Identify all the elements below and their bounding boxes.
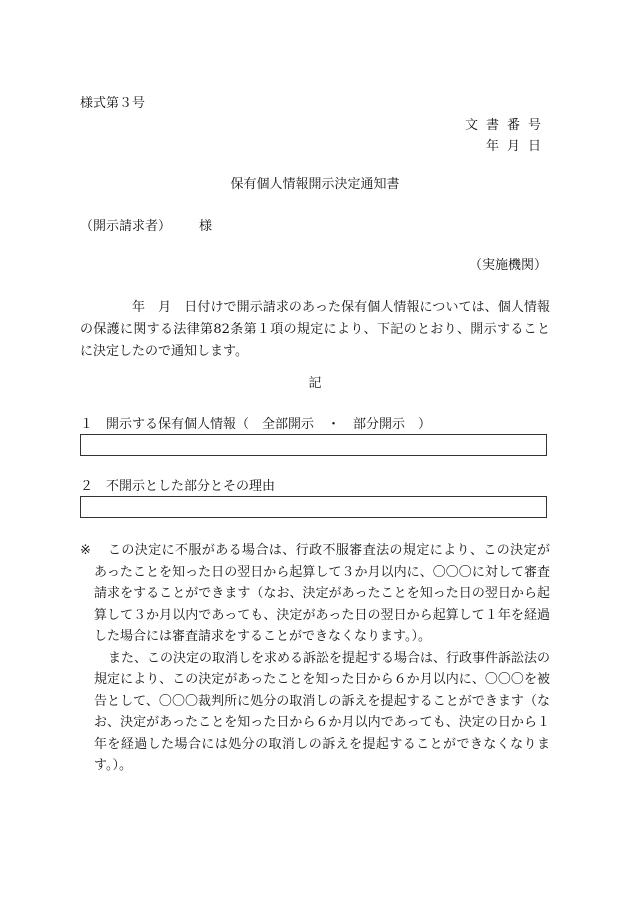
note-paragraph-2: また、この決定の取消しを求める訴訟を提起する場合は、行政事件訴訟法の規定により、この決定があったことを知った日から６か月以内に、〇〇〇を被告として、〇〇〇裁判所に処分の取消しの訴えを提起することができます（なお、決定があったことを知った日から６か月以内であっても、決定の日から１年を経過した場合には処分の取消しの訴えを提起することができなくなります。）。 <box>94 650 551 773</box>
item2-entry-box[interactable] <box>80 496 547 518</box>
document-number-label: 文書番号 <box>464 118 549 133</box>
note-section <box>80 540 550 777</box>
form-number: 様式第３号 <box>80 96 146 111</box>
note-paragraph-1: この決定に不服がある場合は、行政不服審査法の規定により、この決定があったことを知った日の翌日から起算して３か月以内に、〇〇〇に対して審査請求をすることができます（なお、決定があったことを知った日の翌日から起算して３か月以内であっても、決定があった日の翌日から起算して１年を経過した場合には審査請求をすることができなくなります。）。 <box>94 543 550 644</box>
agency-label: （実施機関） <box>468 258 547 273</box>
requester-line <box>80 220 212 233</box>
note-mark: ※ <box>80 543 91 558</box>
item2-label: ２ 不開示とした部分とその理由 <box>80 479 276 494</box>
ki-label: 記 <box>308 376 322 391</box>
document-title: 保有個人情報開示決定通知書 <box>230 177 400 192</box>
requester-label: （開示請求者） <box>80 219 172 234</box>
item1-label: １ 開示する保有個人情報（ 全部開示 ・ 部分開示 ） <box>80 417 432 432</box>
item1-entry-box[interactable] <box>80 434 547 456</box>
date-label: 年月日 <box>485 139 549 154</box>
requester-honorific: 様 <box>199 219 213 234</box>
body-paragraph: 年 月 日付けで開示請求のあった保有個人情報については、個人情報の保護に関する法律第82条第１項の規定により、下記のとおり、開示することに決定したので通知します。 <box>80 300 550 359</box>
